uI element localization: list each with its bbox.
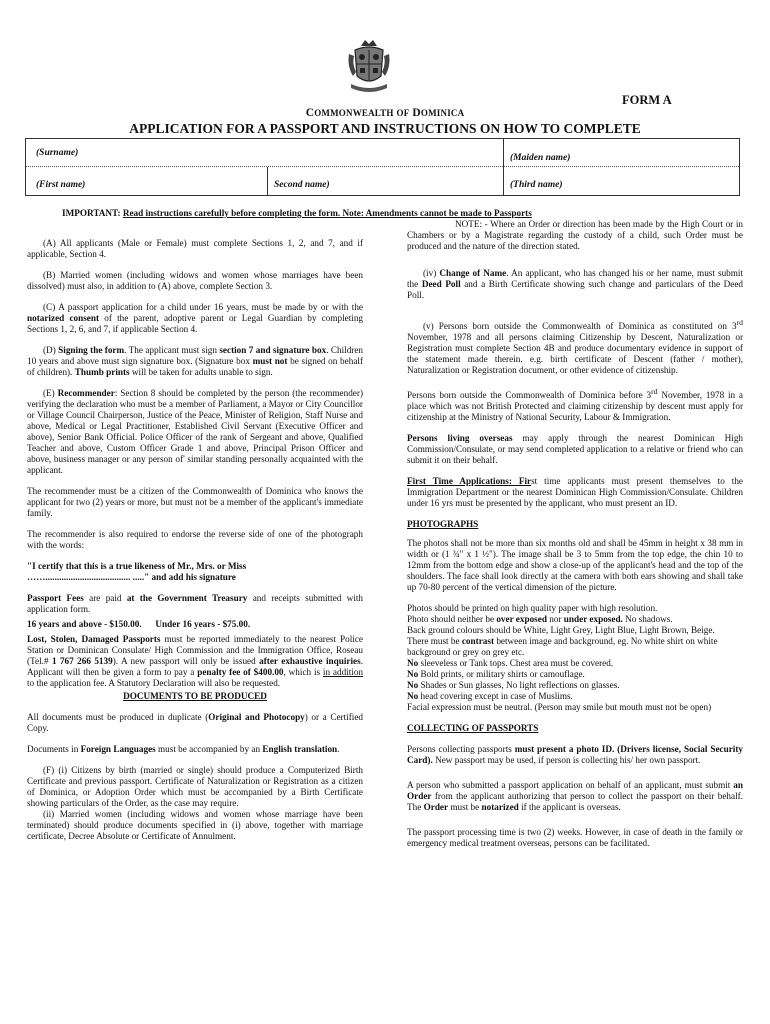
left-column: [27, 238, 363, 852]
photographs-heading: PHOTOGRAPHS: [407, 519, 479, 530]
recommender-citizen-paragraph: The recommender must be a citizen of the Commonwealth of Dominica who knows the applicant for two (2) years or more, but must not be a member of the applicant's immediate family.: [27, 486, 363, 518]
important-text: Read instructions carefully before completing the form. Note: Amendments cannot be made to Passports: [122, 208, 532, 218]
third-name-field[interactable]: (Third name): [510, 180, 563, 190]
overseas-paragraph: Persons living overseas may apply through the nearest Dominican High Commission/Consulate, or may send completed application to a relative or friend who can submit it on their behalf.: [407, 433, 744, 466]
commonwealth-heading: [0, 107, 770, 119]
section-f-paragraph: (F) (i) Citizens by birth (married or single) should produce a Computerized Birth Certificate and previous passport. Certificate of Naturalization or Registration as a citizen of Dominica, or Adoption Order which must be accompanied by a Birth Certificate showing particulars of the Order, as the case may require.: [27, 765, 363, 808]
first-time-paragraph: First Time Applications: First time applicants must present themselves to the Immigration Department or the nearest Dominican High Commission/Consulate. Children under 16 yrs must be presented by the applicant, who must present an ID.: [407, 476, 743, 509]
commonwealth-of: OF: [396, 108, 410, 118]
behalf-paragraph: A person who submitted a passport application on behalf of an applicant, must submit an Order from the applicant authorizing that person to collect the passport on their behalf. The Order must be notarized if the applicant is overseas.: [407, 780, 744, 813]
photo-rules-list: Photos should be printed on high quality paper with high resolution. Photo should neither be over exposed nor under exposed. No shadows. Back ground colours should be White, Light Grey, Light Blue, Light Brown, Beige. There must be contrast between image and background, eg. No white shirt on white background or grey on grey etc. No sleeveless or Tank tops. Chest area must be covered. No Bold prints, or military shirts or camouflage. No Shades or Sun glasses, No light reflections on glasses. No head covering except in case of Muslims. Facial expression must be neutral. (Person may smile but mouth must not be open): [407, 603, 718, 713]
maiden-name-field[interactable]: (Maiden name): [510, 153, 571, 163]
recommender-endorse-paragraph: The recommender is also required to endorse the reverse side of one of the photograph with the words:: [27, 529, 363, 550]
coat-of-arms-crest: [345, 36, 393, 96]
section-e-paragraph: (E) Recommender: Section 8 should be completed by the person (the recommender) verifying the declaration who must be a member of Parliament, a Mayor or City Councillor or Village Council Chairperson, Justice of the Peace, Minister of Religion, Staff Nurse and above, Medical or Legal Practitioner, Established Civil Servant (Executive Officer and above), Senior Bank Official. Police Officer of the rank of Sergeant and above, Qualified Teacher and above, Custom Officer Grade 1 and above, Principal Prison Officer and above, business manager or any person of' similar standing personally acquainted with the applicant.: [27, 388, 364, 475]
surname-field[interactable]: (Surname): [36, 148, 79, 158]
first-name-field[interactable]: (First name): [36, 180, 86, 190]
commonwealth-initial-c: C: [305, 107, 315, 119]
fees-paragraph: Passport Fees are paid at the Government Treasury and receipts submitted with application form.: [27, 593, 364, 614]
section-v-paragraph: (v) Persons born outside the Commonwealth of Dominica as constituted on 3rd November, 1978 and all persons claiming Citizenship by Descent, Naturalization or Registration must complete Section 4B and produce documentary evidence in support of the statement made therein. e.g. birth certificate of Descent (father / mother), Naturalization or Registration document, or other evidence of citizenship.: [407, 318, 743, 376]
collecting-heading: COLLECTING OF PASSPORTS: [407, 723, 539, 734]
section-iv-paragraph: (iv) Change of Name. An applicant, who has changed his or her name, must submit the Deed Poll and a Birth Certificate showing such change and particulars of the Deed Poll.: [407, 268, 744, 300]
important-lead: IMPORTANT:: [62, 208, 121, 218]
important-notice: [62, 208, 532, 218]
fees-amounts: 16 years and above - $150.00. Under 16 years - $75.00.: [27, 619, 251, 629]
section-b-paragraph: (B) Married women (including widows and women whose marriages have been dissolved) must also, in addition to (A) above, complete Section 3.: [27, 270, 364, 291]
processing-time-paragraph: The passport processing time is two (2) weeks. However, in case of death in the family or emergency medical treatment overseas, persons can be facilitated.: [407, 827, 743, 849]
page-title: APPLICATION FOR A PASSPORT AND INSTRUCTIONS ON HOW TO COMPLETE: [129, 121, 641, 136]
section-c-paragraph: (C) A passport application for a child under 16 years, must be made by or with the notarized consent of the parent, adoptive parent or Legal Guardian by completing Sections 1, 2, 6, and 7, if applicable Section 4.: [27, 302, 364, 334]
collecting-paragraph: Persons collecting passports must present a photo ID. (Drivers license, Social Security Card). New passport may be used, if person is collecting his/ her own passport.: [407, 744, 744, 766]
custody-note-paragraph: NOTE: - Where an Order or direction has been made by the High Court or in Chambers or by a Magistrate regarding the custody of a child, such Order must be produced and the nature of the direction stated.: [407, 219, 743, 251]
born-outside-paragraph: Persons born outside the Commonwealth of Dominica before 3rd November, 1978 in a place which was not British Protected and claiming citizenship by descent must apply for citizenship at the Ministry of National Security, Labour & Immigration.: [407, 387, 744, 423]
right-column: [407, 219, 743, 859]
documents-heading: DOCUMENTS TO BE PRODUCED: [123, 691, 267, 701]
form-label: FORM A: [622, 93, 672, 107]
name-fields-table: [25, 138, 740, 196]
commonwealth-word-rest: OMMONWEALTH: [314, 108, 394, 118]
photographs-paragraph: The photos shall not be more than six months old and shall be 45mm in height x 38 mm in width or (1 ¾" x 1 ½"). The image shall be 3 to 5mm from the top edge, the chin 10 to 12mm from the bottom edge and show a close-up of the applicant's head and the top of the shoulders. The face shall look directly at the camera with both ears showing and shall take up 70-80 percent of the vertical dimension of the picture.: [407, 538, 743, 593]
foreign-languages-paragraph: Documents in Foreign Languages must be accompanied by an English translation.: [27, 744, 340, 754]
section-a-paragraph: (A) All applicants (Male or Female) must complete Sections 1, 2, and 7, and if applicable, Section 4.: [27, 238, 364, 259]
second-name-field[interactable]: Second name): [274, 180, 330, 190]
dominica-word-rest: OMINICA: [420, 108, 465, 118]
documents-duplicate-paragraph: All documents must be produced in duplicate (Original and Photocopy) or a Certified Copy.: [27, 712, 363, 733]
certify-statement: "I certify that this is a true likeness of Mr., Mrs. or Miss ……..................................... ....." and add his signature: [27, 561, 247, 582]
dominica-initial-d: D: [412, 107, 421, 119]
lost-passports-paragraph: Lost, Stolen, Damaged Passports must be reported immediately to the nearest Police Station or Dominican Consulate/ High Commission and the Immigration Office, Roseau (Tel.# 1 767 266 5139). A new passport will only be issued after exhaustive inquiries. Applicant will then be given a form to pay a penalty fee of $400.00, which is in addition to the application fee. A Statutory Declaration will also be requested.: [27, 634, 364, 688]
section-d-paragraph: (D) Signing the form. The applicant must sign section 7 and signature box. Children 10 years and above must sign signature box. (Signature box must not be signed on behalf of children). Thumb prints will be taken for adults unable to sign.: [27, 345, 364, 377]
section-f-ii-paragraph: (ii) Married women (including widows and women whose marriage have been terminated) should produce documents specified in (i) above, together with marriage certificate, Decree Absolute or Certificate of Annulment.: [27, 809, 363, 841]
